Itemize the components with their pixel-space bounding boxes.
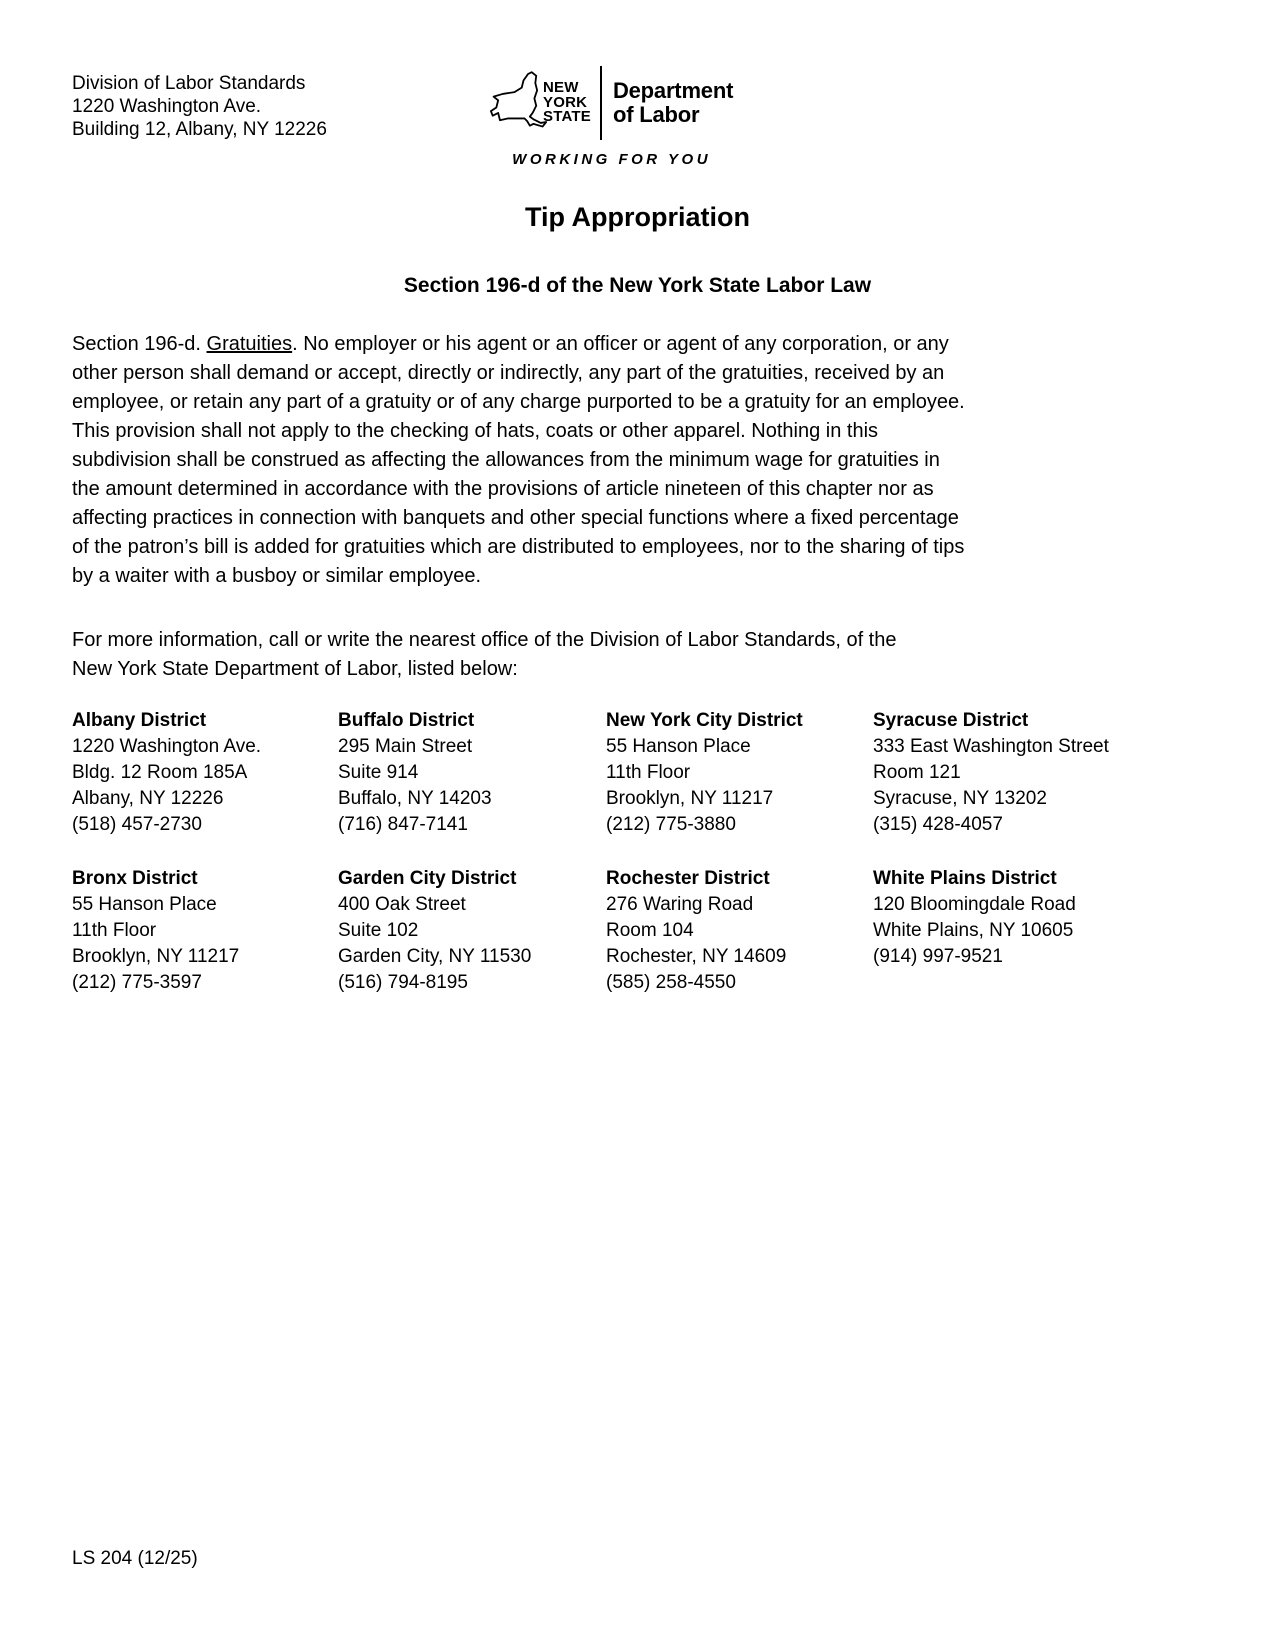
district-address-line: 295 Main Street <box>338 736 473 757</box>
logo-tagline: WORKING FOR YOU <box>512 151 712 168</box>
district-address-line: 11th Floor <box>72 920 157 941</box>
district-office-garden-city <box>338 866 606 996</box>
district-address-line: Brooklyn, NY 11217 <box>606 788 774 809</box>
page-subtitle: Section 196-d of the New York State Labor Law <box>403 274 872 297</box>
district-address-line: 120 Bloomingdale Road <box>873 894 1076 915</box>
district-phone: (716) 847-7141 <box>338 814 468 835</box>
sender-address-line: Building 12, Albany, NY 12226 <box>72 119 327 140</box>
logo-dept-line: Department <box>612 78 734 103</box>
logo-state-line: STATE <box>543 108 591 126</box>
statute-line: employee, or retain any part of a gratuity or of any charge purported to be a gratuity for an employee. <box>72 391 965 413</box>
district-address-line: Garden City, NY 11530 <box>338 946 532 967</box>
logo-department-text <box>613 79 733 127</box>
district-address-line: White Plains, NY 10605 <box>873 920 1074 941</box>
district-office-white-plains <box>873 866 1109 996</box>
district-address-line: Suite 914 <box>338 762 419 783</box>
statute-line: of the patron’s bill is added for gratuities which are distributed to employees, nor to the sharing of tips <box>72 536 965 558</box>
district-address-line: 55 Hanson Place <box>72 894 217 915</box>
sender-address-line: 1220 Washington Ave. <box>72 96 262 117</box>
district-name: Rochester District <box>606 868 770 889</box>
district-address-line: Suite 102 <box>338 920 419 941</box>
statute-line-rest: . No employer or his agent or an officer or agent of any corporation, or any <box>292 333 949 355</box>
district-address-line: Brooklyn, NY 11217 <box>72 946 240 967</box>
logo-divider <box>600 66 602 140</box>
statute-line: affecting practices in connection with banquets and other special functions where a fixed percentage <box>72 507 959 529</box>
district-phone: (212) 775-3880 <box>606 814 736 835</box>
more-info-paragraph <box>72 626 896 684</box>
district-phone: (518) 457-2730 <box>72 814 202 835</box>
logo-dept-line: of Labor <box>612 102 700 127</box>
statute-term-underlined: Gratuities <box>206 333 293 355</box>
district-name: New York City District <box>606 710 803 731</box>
statute-line: the amount determined in accordance with the provisions of article nineteen of this chapter nor as <box>72 478 934 500</box>
logo-state-text <box>543 81 591 125</box>
statute-paragraph <box>72 330 965 591</box>
logo-state-line: YORK <box>543 93 588 111</box>
district-name: Syracuse District <box>873 710 1029 731</box>
more-info-line: For more information, call or write the nearest office of the Division of Labor Standards, of the <box>72 629 897 651</box>
district-row <box>72 708 1109 838</box>
nys-dol-logo-lockup <box>490 64 733 142</box>
sender-address-line: Division of Labor Standards <box>72 73 306 94</box>
district-name: Bronx District <box>72 868 198 889</box>
district-offices-list <box>72 708 1109 996</box>
district-address-line: Albany, NY 12226 <box>72 788 224 809</box>
district-address-line: Buffalo, NY 14203 <box>338 788 492 809</box>
district-address-line: 11th Floor <box>606 762 691 783</box>
district-row <box>72 866 1109 996</box>
district-address-line: 333 East Washington Street <box>873 736 1109 757</box>
district-address-line: Room 121 <box>873 762 961 783</box>
district-name: White Plains District <box>873 868 1057 889</box>
statute-line-prefix: Section 196-d. <box>72 333 207 355</box>
district-address-line: Bldg. 12 Room 185A <box>72 762 248 783</box>
district-address-line: 55 Hanson Place <box>606 736 751 757</box>
district-name: Garden City District <box>338 868 517 889</box>
statute-line: by a waiter with a busboy or similar employee. <box>72 565 482 587</box>
district-address-line: Syracuse, NY 13202 <box>873 788 1047 809</box>
district-address-line: Rochester, NY 14609 <box>606 946 787 967</box>
district-address-line: 400 Oak Street <box>338 894 466 915</box>
district-office-buffalo <box>338 708 606 838</box>
statute-line: other person shall demand or accept, directly or indirectly, any part of the gratuities, received by an <box>72 362 945 384</box>
district-phone: (315) 428-4057 <box>873 814 1003 835</box>
district-office-rochester <box>606 866 873 996</box>
district-address-line: 276 Waring Road <box>606 894 754 915</box>
district-phone: (212) 775-3597 <box>72 972 202 993</box>
statute-line: This provision shall not apply to the checking of hats, coats or other apparel. Nothing in this <box>72 420 879 442</box>
district-phone: (914) 997-9521 <box>873 946 1003 967</box>
new-york-state-map-icon <box>490 64 548 142</box>
page-title: Tip Appropriation <box>525 202 750 232</box>
statute-line: subdivision shall be construed as affecting the allowances from the minimum wage for gratuities in <box>72 449 940 471</box>
more-info-line: New York State Department of Labor, listed below: <box>72 658 518 680</box>
district-office-new-york-city <box>606 708 873 838</box>
district-office-bronx <box>72 866 338 996</box>
nys-dol-logo <box>490 64 733 168</box>
district-name: Albany District <box>72 710 207 731</box>
sender-address-block <box>72 72 327 141</box>
district-address-line: Room 104 <box>606 920 694 941</box>
district-phone: (585) 258-4550 <box>606 972 736 993</box>
district-address-line: 1220 Washington Ave. <box>72 736 262 757</box>
district-phone: (516) 794-8195 <box>338 972 468 993</box>
district-office-albany <box>72 708 338 838</box>
district-name: Buffalo District <box>338 710 475 731</box>
district-office-syracuse <box>873 708 1109 838</box>
statute-line <box>72 330 965 359</box>
logo-state-line: NEW <box>543 79 579 97</box>
form-number: LS 204 (12/25) <box>72 1548 198 1569</box>
